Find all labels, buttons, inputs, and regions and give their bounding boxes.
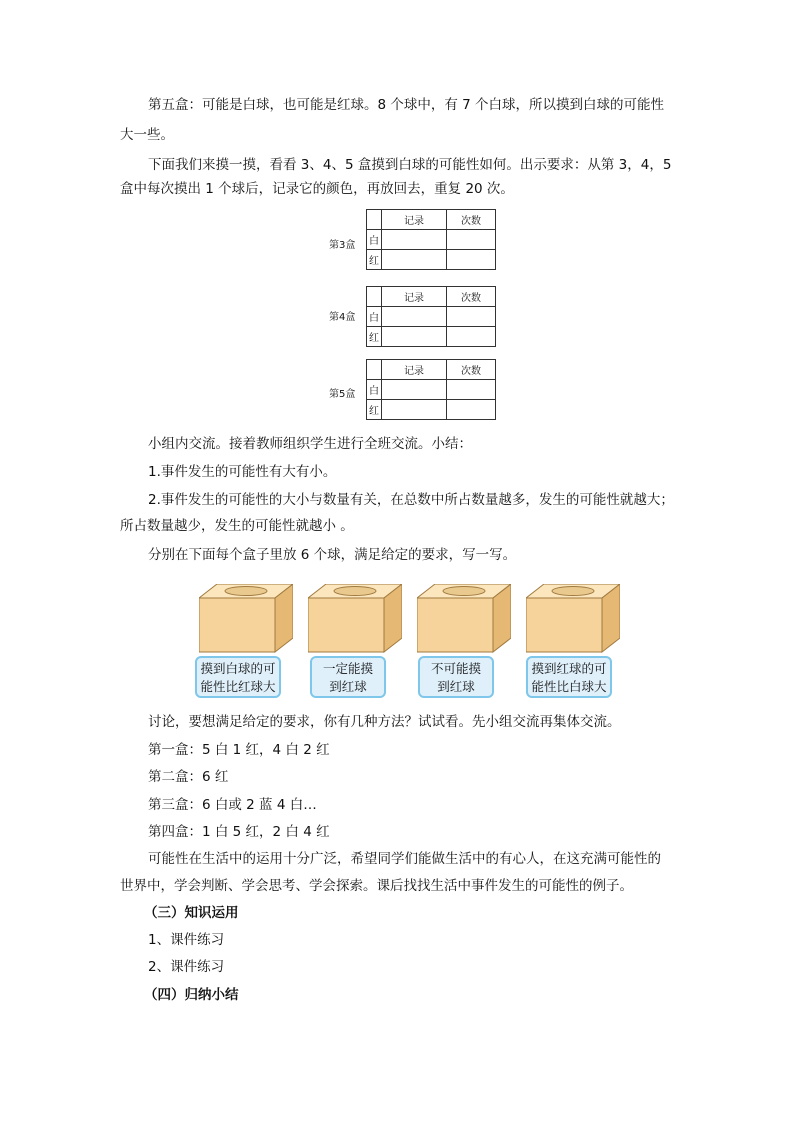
box-caption-1 — [195, 656, 281, 698]
box-caption-1-line1: 摸到白球的可 — [200, 661, 276, 676]
box-caption-2-line1: 一定能摸 — [322, 661, 373, 676]
box-caption-4-line2: 能性比白球大 — [531, 679, 607, 694]
box-caption-1-line2: 能性比红球大 — [200, 679, 276, 694]
paragraph-box5-line2: 大一些。 — [120, 127, 174, 143]
exercise-item-2: 2、课件练习 — [148, 959, 225, 975]
box-caption-4-line1: 摸到红球的可 — [531, 661, 607, 676]
record-table-box5 — [366, 359, 496, 420]
table-header-count: 次数 — [447, 287, 496, 307]
box-caption-2-line2: 到红球 — [329, 679, 367, 694]
table-header-record: 记录 — [382, 360, 447, 380]
record-table-box4 — [366, 286, 496, 347]
table-label-box3: 第3盒 — [329, 240, 356, 251]
paragraph-experiment-line1: 下面我们来摸一摸，看看 3、4、5 盒摸到白球的可能性如何。出示要求：从第 3，4，5 — [148, 157, 672, 173]
box-caption-3 — [418, 656, 494, 698]
paragraph-box5-line1: 第五盒：可能是白球，也可能是红球。8 个球中，有 7 个白球，所以摸到白球的可能性 — [148, 97, 665, 113]
table-row-red: 红 — [367, 400, 382, 420]
summary-item-2-line2: 所占数量越少，发生的可能性就越小 。 — [120, 518, 354, 534]
box-illustration-1 — [199, 584, 293, 654]
table-row-white: 白 — [367, 380, 382, 400]
table-header-count: 次数 — [447, 210, 496, 230]
table-header-record: 记录 — [382, 287, 447, 307]
paragraph-discussion: 讨论，要想满足给定的要求，你有几种方法？试试看。先小组交流再集体交流。 — [148, 714, 621, 730]
table-label-box5: 第5盒 — [329, 389, 356, 400]
answer-box2: 第二盒：6 红 — [148, 769, 229, 785]
box-caption-3-line2: 到红球 — [437, 679, 475, 694]
box-caption-3-line1: 不可能摸 — [430, 661, 481, 676]
exercise-item-1: 1、课件练习 — [148, 932, 225, 948]
box-illustration-2 — [308, 584, 402, 654]
paragraph-group-discussion: 小组内交流。接着教师组织学生进行全班交流。小结： — [148, 436, 472, 452]
section-heading-summary: （四）归纳小结 — [144, 987, 239, 1003]
paragraph-closing-line2: 世界中，学会判断、学会思考、学会探索。课后找找生活中事件发生的可能性的例子。 — [120, 878, 633, 894]
answer-box4: 第四盒：1 白 5 红，2 白 4 红 — [148, 824, 330, 840]
box-illustration-4 — [526, 584, 620, 654]
section-heading-knowledge-application: （三）知识运用 — [144, 905, 239, 921]
box-illustration-3 — [417, 584, 511, 654]
paragraph-task: 分别在下面每个盒子里放 6 个球，满足给定的要求，写一写。 — [148, 547, 517, 563]
table-row-red: 红 — [367, 250, 382, 270]
table-row-white: 白 — [367, 307, 382, 327]
table-header-record: 记录 — [382, 210, 447, 230]
box-caption-2 — [310, 656, 386, 698]
answer-box1: 第一盒：5 白 1 红，4 白 2 红 — [148, 742, 330, 758]
box-caption-4 — [526, 656, 612, 698]
summary-item-2-line1: 2.事件发生的可能性的大小与数量有关，在总数中所占数量越多，发生的可能性就越大； — [148, 492, 674, 508]
summary-item-1: 1.事件发生的可能性有大有小。 — [148, 464, 337, 480]
table-row-red: 红 — [367, 327, 382, 347]
record-table-box3 — [366, 209, 496, 270]
answer-box3: 第三盒：6 白或 2 蓝 4 白… — [148, 797, 317, 813]
table-row-white: 白 — [367, 230, 382, 250]
table-header-count: 次数 — [447, 360, 496, 380]
table-label-box4: 第4盒 — [329, 312, 356, 323]
paragraph-experiment-line2: 盒中每次摸出 1 个球后，记录它的颜色，再放回去，重复 20 次。 — [120, 181, 514, 197]
paragraph-closing-line1: 可能性在生活中的运用十分广泛，希望同学们能做生活中的有心人，在这充满可能性的 — [148, 851, 661, 867]
